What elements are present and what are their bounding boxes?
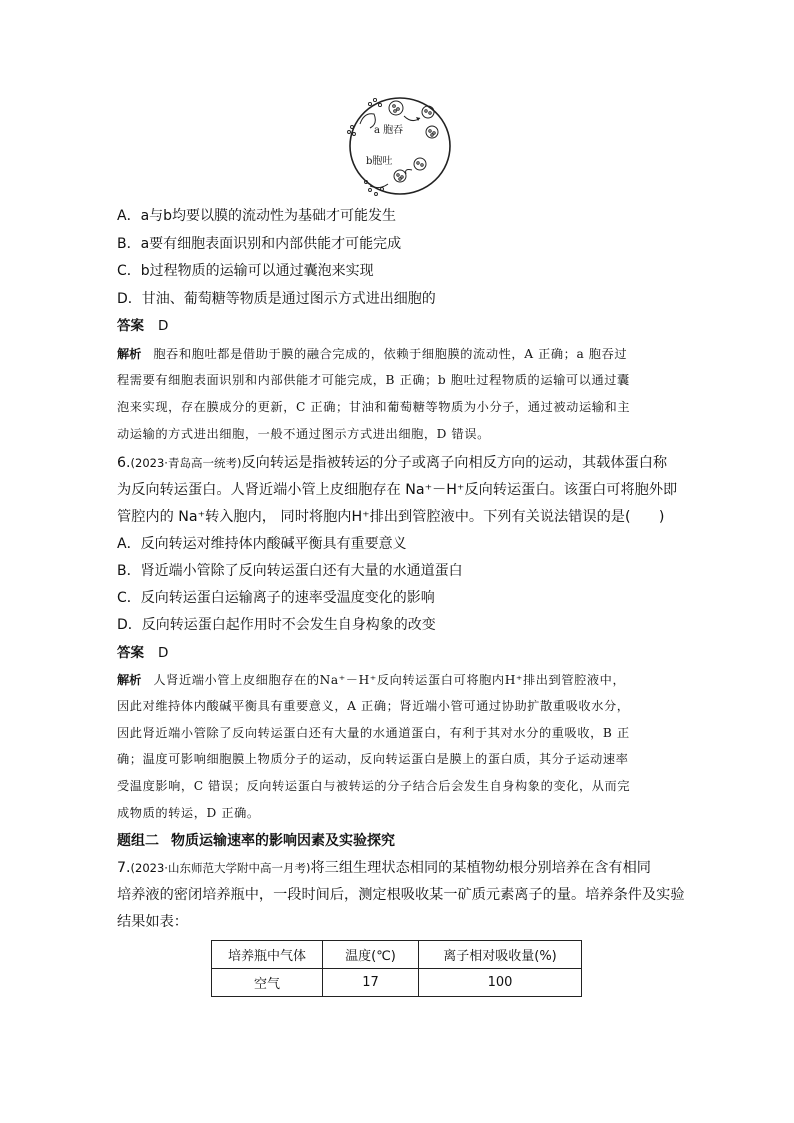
q6-stem-line: 6.(2023·青岛高一统考)反向转运是指被转运的分子或离子向相反方向的运动，其载体蛋白称 (117, 455, 668, 471)
table-header: 培养瓶中气体 (212, 941, 323, 969)
table-cell: 空气 (212, 969, 323, 997)
arrow-b (406, 170, 412, 175)
q7-source: (2023·山东师范大学附中高一月考) (130, 861, 311, 875)
q6-explanation-line: 因此对维持体内酸碱平衡具有重要意义，A 正确；肾近端小管可通过协助扩散重吸收水分， (117, 699, 630, 713)
label-endocytosis: a 胞吞 (374, 125, 404, 136)
q7-stem-line: 培养液的密闭培养瓶中，一段时间后，测定根吸收某一矿质元素离子的量。培养条件及实验 (117, 887, 685, 903)
q5-explanation-line: 程需要有细胞表面识别和内部供能才可能完成，B 正确；b 胞吐过程物质的运输可以通过囊 (117, 373, 630, 387)
table-cell: 100 (419, 969, 582, 997)
cell-diagram (340, 94, 460, 198)
q5-option-b: B．a要有细胞表面识别和内部供能才可能完成 (117, 236, 402, 252)
label-exocytosis: b胞吐 (366, 156, 393, 167)
q6-explanation-line: 受温度影响，C 错误；反向转运蛋白与被转运的分子结合后会发生自身构象的变化，从而完 (117, 779, 631, 793)
cell-membrane (350, 98, 450, 194)
q6-explanation-line: 成物质的转运，D 正确。 (117, 806, 260, 820)
cell-transport-figure (340, 94, 460, 198)
explanation-label: 解析 (117, 347, 142, 361)
answer-label: 答案 (117, 645, 144, 661)
group-title: 物质运输速率的影响因素及实验探究 (171, 833, 395, 849)
q7-results-table (211, 940, 582, 997)
q6-option-a: A．反向转运对维持体内酸碱平衡具有重要意义 (117, 536, 407, 552)
q7-number: 7. (117, 860, 131, 876)
answer-value: D (158, 318, 169, 334)
q5-explanation-line: 解析 胞吞和胞吐都是借助于膜的融合完成的，依赖于细胞膜的流动性，A 正确；a 胞吞过 (117, 347, 628, 361)
answer-label: 答案 (117, 318, 144, 334)
q6-option-d: D．反向转运蛋白起作用时不会发生自身构象的改变 (117, 617, 436, 633)
q5-explanation-line: 泡来实现，存在膜成分的更新，C 正确；甘油和葡萄糖等物质为小分子，通过被动运输和主 (117, 400, 631, 414)
q6-explanation-line: 确；温度可影响细胞膜上物质分子的运动，反向转运蛋白是膜上的蛋白质，其分子运动速率 (117, 752, 629, 766)
q6-answer (117, 643, 168, 663)
explanation-label: 解析 (117, 673, 142, 687)
q6-source: (2023·青岛高一统考) (130, 456, 242, 470)
q6-option-b: B．肾近端小管除了反向转运蛋白还有大量的水通道蛋白 (117, 563, 463, 579)
q6-option-c: C．反向转运蛋白运输离子的速率受温度变化的影响 (117, 590, 435, 606)
table-header: 温度(℃) (323, 941, 419, 969)
group-label: 题组二 (117, 833, 159, 849)
table-header-row (212, 941, 582, 969)
q6-explanation-line: 因此肾近端小管除了反向转运蛋白还有大量的水通道蛋白，有利于其对水分的重吸收，B 正 (117, 726, 630, 740)
table-cell: 17 (323, 969, 419, 997)
q6-explanation-line: 解析 人肾近端小管上皮细胞存在的Na⁺－H⁺反向转运蛋白可将胞内H⁺排出到管腔液中， (117, 673, 626, 687)
q5-option-c: C．b过程物质的运输可以通过囊泡来实现 (117, 263, 374, 279)
table-row (212, 969, 582, 997)
q6-stem-line: 管腔内的 Na⁺转入胞内， 同时将胞内H⁺排出到管腔液中。下列有关说法错误的是( ) (117, 509, 665, 525)
q7-stem-line: 7.(2023·山东师范大学附中高一月考)将三组生理状态相同的某植物幼根分别培养在含有相同 (117, 860, 651, 876)
q5-explanation-line: 动运输的方式进出细胞，一般不通过图示方式进出细胞，D 错误。 (117, 427, 490, 441)
answer-value: D (158, 645, 169, 661)
q5-option-d: D．甘油、葡萄糖等物质是通过图示方式进出细胞的 (117, 291, 436, 307)
q5-option-a: A．a与b均要以膜的流动性为基础才可能发生 (117, 208, 397, 224)
table-header: 离子相对吸收量(%) (419, 941, 582, 969)
group2-heading (117, 831, 395, 851)
q6-stem-line: 为反向转运蛋白。人肾近端小管上皮细胞存在 Na⁺－H⁺反向转运蛋白。该蛋白可将胞外即 (117, 482, 678, 498)
q7-stem-line: 结果如表： (117, 914, 188, 930)
q5-answer (117, 316, 168, 336)
q6-number: 6. (117, 455, 131, 471)
